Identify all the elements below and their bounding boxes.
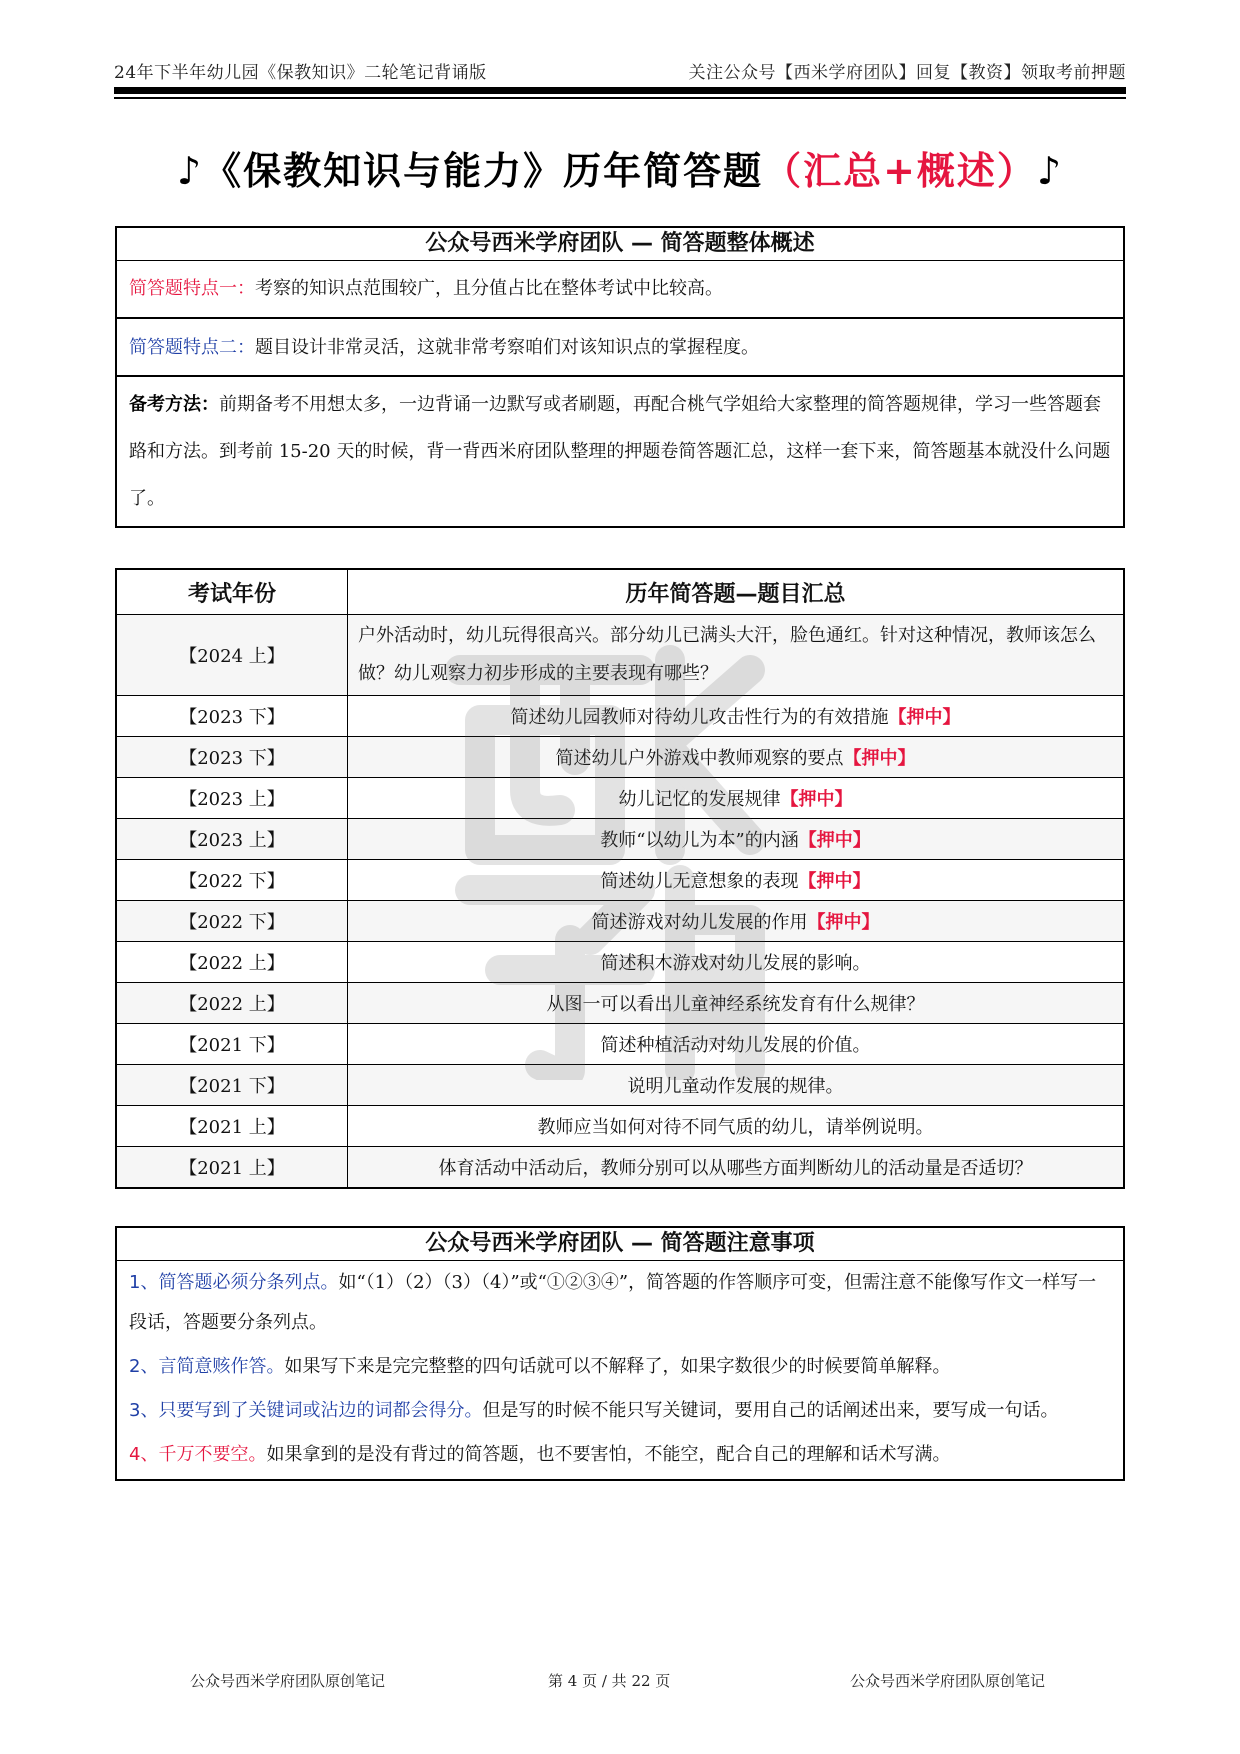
table-row xyxy=(116,819,1124,860)
footer-left: 公众号西米学府团队原创笔记 xyxy=(190,1672,386,1690)
overview-study-method xyxy=(117,375,1123,526)
note-text: 如“（1）（2）（3）（4）”或“①②③④”，简答题的作答顺序可变，但需注意不能像写作文一样写一段话，答题要分条列点。 xyxy=(129,1272,1097,1333)
exam-year: 【2021 上】 xyxy=(116,1106,348,1147)
note-text: 但是写的时候不能只写关键词，要用自己的话阐述出来，要写成一句话。 xyxy=(482,1400,1059,1421)
exam-question: 说明儿童动作发展的规律。 xyxy=(348,1065,1125,1106)
point-text: 前期备考不用想太多，一边背诵一边默写或者刷题，再配合桃气学姐给大家整理的简答题规律，学习一些答题套路和方法。到考前 15-20 天的时候，背一背西米府团队整理的押题卷简答题汇总，这样一套下来，简答题基本就没什么问题了。 xyxy=(129,394,1111,509)
notes-box xyxy=(115,1226,1125,1481)
exam-question xyxy=(348,860,1125,901)
exam-questions-table xyxy=(115,568,1125,1189)
exam-year: 【2022 下】 xyxy=(116,901,348,942)
question-text: 简述幼儿无意想象的表现 xyxy=(600,871,799,892)
point-label: 简答题特点二： xyxy=(129,337,255,358)
exam-question: 体育活动中活动后，教师分别可以从哪些方面判断幼儿的活动量是否适切？ xyxy=(348,1147,1125,1189)
overview-heading: 公众号西米学府团队 — 简答题整体概述 xyxy=(117,228,1123,261)
exam-year: 【2021 下】 xyxy=(116,1065,348,1106)
table-row xyxy=(116,983,1124,1024)
title-accent: （汇总+概述） xyxy=(763,149,1037,193)
question-text: 户外活动时，幼儿玩得很高兴。部分幼儿已满头大汗，脸色通红。针对这种情况，教师该怎么做？幼儿观察力初步形成的主要表现有哪些？ xyxy=(358,625,1096,684)
note-label: 1、简答题必须分条列点。 xyxy=(129,1272,339,1293)
point-text: 题目设计非常灵活，这就非常考察咱们对该知识点的掌握程度。 xyxy=(255,337,759,358)
column-header-question: 历年简答题—题目汇总 xyxy=(348,569,1125,615)
note-label: 2、言简意赅作答。 xyxy=(129,1356,285,1377)
table-row xyxy=(116,778,1124,819)
table-row xyxy=(116,860,1124,901)
note-text: 如果写下来是完完整整的四句话就可以不解释了，如果字数很少的时候要简单解释。 xyxy=(284,1356,951,1377)
note-item-2 xyxy=(117,1345,1123,1389)
question-text: 教师“以幼儿为本”的内涵 xyxy=(600,830,799,851)
question-text: 幼儿记忆的发展规律 xyxy=(618,789,781,810)
exam-year: 【2022 上】 xyxy=(116,942,348,983)
exam-question xyxy=(348,737,1125,778)
note-label: 3、只要写到了关键词或沾边的词都会得分。 xyxy=(129,1400,483,1421)
exam-question: 简述积木游戏对幼儿发展的影响。 xyxy=(348,942,1125,983)
point-label: 简答题特点一： xyxy=(129,278,255,299)
notes-heading: 公众号西米学府团队 — 简答题注意事项 xyxy=(117,1228,1123,1261)
title-main: ♪《保教知识与能力》历年简答题 xyxy=(176,149,764,193)
point-label: 备考方法： xyxy=(129,394,219,415)
exam-year: 【2023 上】 xyxy=(116,819,348,860)
exam-question: 教师应当如何对待不同气质的幼儿，请举例说明。 xyxy=(348,1106,1125,1147)
overview-box xyxy=(115,226,1125,528)
hit-badge: 【押中】 xyxy=(843,748,916,769)
table-row xyxy=(116,1147,1124,1189)
hit-badge: 【押中】 xyxy=(780,789,853,810)
exam-question xyxy=(348,696,1125,737)
exam-year: 【2021 上】 xyxy=(116,1147,348,1189)
header-rule-thick xyxy=(114,87,1126,94)
exam-year: 【2023 上】 xyxy=(116,778,348,819)
exam-year: 【2021 下】 xyxy=(116,1024,348,1065)
exam-question xyxy=(348,901,1125,942)
footer-right: 公众号西米学府团队原创笔记 xyxy=(850,1672,1046,1690)
question-text: 简述幼儿户外游戏中教师观察的要点 xyxy=(555,748,844,769)
hit-badge: 【押中】 xyxy=(798,871,871,892)
question-text: 简述游戏对幼儿发展的作用 xyxy=(591,912,808,933)
point-text: 考察的知识点范围较广，且分值占比在整体考试中比较高。 xyxy=(255,278,723,299)
table-row xyxy=(116,901,1124,942)
header-left-title: 24年下半年幼儿园《保教知识》二轮笔记背诵版 xyxy=(114,63,487,83)
exam-question xyxy=(348,778,1125,819)
table-row xyxy=(116,737,1124,778)
table-row xyxy=(116,615,1124,696)
exam-question: 简述种植活动对幼儿发展的价值。 xyxy=(348,1024,1125,1065)
note-item-4 xyxy=(117,1433,1123,1479)
table-row xyxy=(116,1065,1124,1106)
hit-badge: 【押中】 xyxy=(807,912,880,933)
exam-year: 【2022 下】 xyxy=(116,860,348,901)
hit-badge: 【押中】 xyxy=(888,707,961,728)
table-row xyxy=(116,696,1124,737)
overview-point-2 xyxy=(117,317,1123,375)
exam-question xyxy=(348,819,1125,860)
exam-year: 【2023 下】 xyxy=(116,737,348,778)
question-text: 简述幼儿园教师对待幼儿攻击性行为的有效措施 xyxy=(510,707,889,728)
page-title xyxy=(0,140,1240,195)
column-header-year: 考试年份 xyxy=(116,569,348,615)
note-text: 如果拿到的是没有背过的简答题，也不要害怕，不能空，配合自己的理解和话术写满。 xyxy=(266,1444,951,1465)
note-label: 4、千万不要空。 xyxy=(129,1444,267,1465)
exam-question: 从图一可以看出儿童神经系统发育有什么规律？ xyxy=(348,983,1125,1024)
music-note-icon: ♪ xyxy=(1036,149,1064,193)
header-rule-thin xyxy=(114,97,1126,99)
table-row xyxy=(116,1024,1124,1065)
header-right-promo: 关注公众号【西米学府团队】回复【教资】领取考前押题 xyxy=(688,63,1126,83)
footer-page-number: 第 4 页 / 共 22 页 xyxy=(548,1672,671,1690)
table-row xyxy=(116,1106,1124,1147)
table-header-row xyxy=(116,569,1124,615)
hit-badge: 【押中】 xyxy=(798,830,871,851)
table-row xyxy=(116,942,1124,983)
exam-question xyxy=(348,615,1125,696)
page-header xyxy=(114,58,1126,83)
note-item-1 xyxy=(117,1261,1123,1345)
exam-year: 【2022 上】 xyxy=(116,983,348,1024)
overview-point-1 xyxy=(117,261,1123,317)
note-item-3 xyxy=(117,1389,1123,1433)
exam-year: 【2024 上】 xyxy=(116,615,348,696)
exam-year: 【2023 下】 xyxy=(116,696,348,737)
